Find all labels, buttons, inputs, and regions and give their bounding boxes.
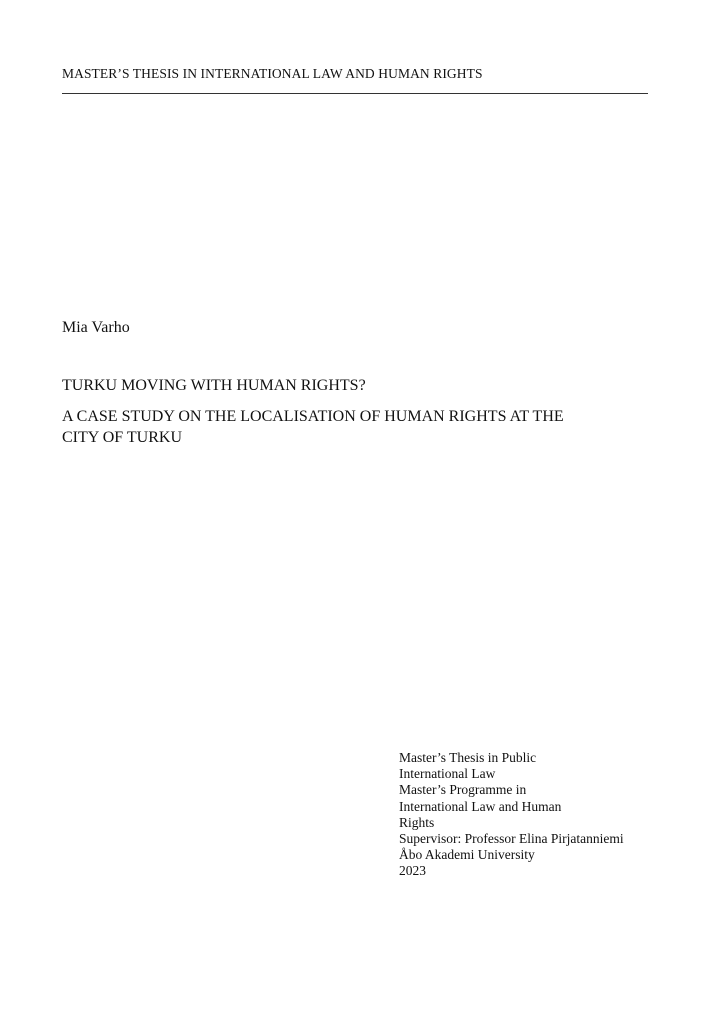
details-line-university: Åbo Akademi University [399,847,535,863]
subtitle-line: CITY OF TURKU [62,429,183,446]
thesis-subtitle [62,406,662,448]
details-line-year: 2023 [399,863,426,879]
thesis-title: TURKU MOVING WITH HUMAN RIGHTS? [62,377,366,394]
details-line-degree: Master’s Thesis in Public [399,750,537,765]
details-line-programme-name-cont: Rights [399,814,435,830]
author-name: Mia Varho [62,319,130,336]
details-line-programme: Master’s Programme in [399,782,527,798]
header-rule [62,93,648,94]
details-line-supervisor: Supervisor: Professor Elina Pirjatanniemi [399,831,624,847]
subtitle-line: A CASE STUDY ON THE LOCALISATION OF HUMAN RIGHTS AT THE [62,408,564,425]
document-header: MASTER’S THESIS IN INTERNATIONAL LAW AND HUMAN RIGHTS [62,66,483,81]
details-line-programme-name: International Law and Human [399,798,562,814]
thesis-details [399,750,679,880]
details-line-field: International Law [399,766,496,782]
